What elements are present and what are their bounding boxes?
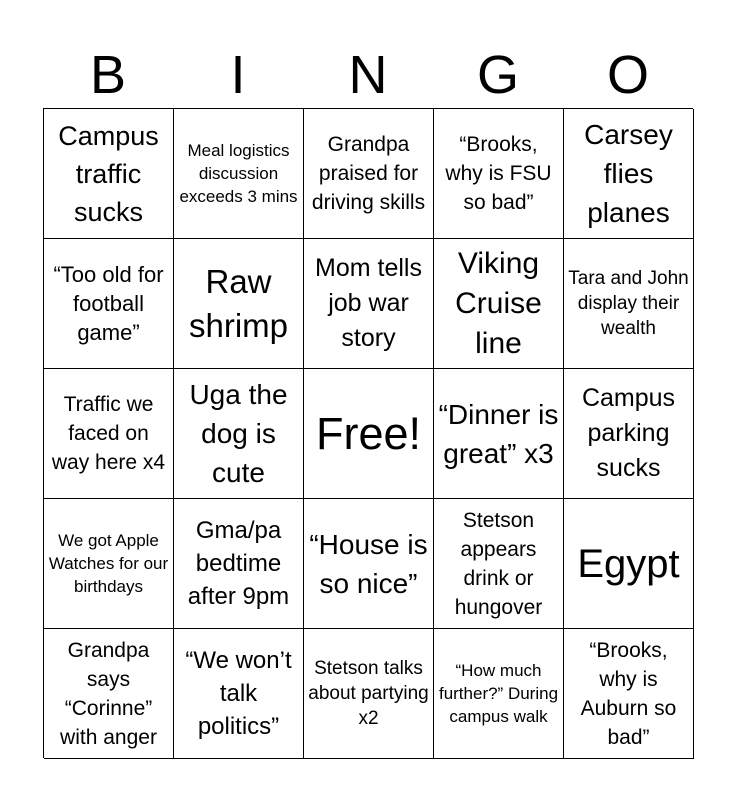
cell-text: Meal logistics discussion exceeds 3 mins <box>179 141 298 206</box>
bingo-cell[interactable] <box>304 629 434 759</box>
bingo-cell[interactable] <box>564 499 694 629</box>
bingo-cell[interactable] <box>564 629 694 759</box>
bingo-cell[interactable] <box>174 499 304 629</box>
cell-text: “House is so nice” <box>309 528 428 599</box>
bingo-cell[interactable] <box>434 369 564 499</box>
cell-text: Traffic we faced on way here x4 <box>51 393 166 474</box>
bingo-cell[interactable] <box>434 629 564 759</box>
cell-text: “Too old for football game” <box>53 262 164 345</box>
cell-text: Gma/pa bedtime after 9pm <box>187 517 290 610</box>
bingo-cell[interactable] <box>304 109 434 239</box>
cell-text: “How much further?” During campus walk <box>438 661 559 726</box>
cell-text: Mom tells job war story <box>315 254 422 352</box>
cell-text: “Brooks, why is FSU so bad” <box>445 133 552 214</box>
bingo-cell[interactable] <box>44 499 174 629</box>
cell-text: Stetson appears drink or hungover <box>454 508 543 619</box>
free-space-text: Free! <box>315 407 422 459</box>
bingo-board <box>43 108 693 758</box>
bingo-cell[interactable] <box>564 239 694 369</box>
header-letter-o: O <box>606 45 649 105</box>
cell-text: “We won’t talk politics” <box>185 647 292 740</box>
cell-text: Campus parking sucks <box>581 384 676 482</box>
bingo-cell[interactable] <box>174 109 304 239</box>
cell-text: Raw shrimp <box>188 262 289 344</box>
bingo-cell[interactable] <box>304 239 434 369</box>
header-letter-n: N <box>348 45 388 105</box>
cell-text: Viking Cruise line <box>455 246 542 360</box>
bingo-header <box>43 44 693 106</box>
bingo-cell[interactable] <box>434 239 564 369</box>
cell-text: Grandpa praised for driving skills <box>311 133 426 214</box>
bingo-cell[interactable] <box>564 369 694 499</box>
cell-text: “Dinner is great” x3 <box>438 398 559 469</box>
cell-text: Egypt <box>577 541 680 586</box>
cell-text: Uga the dog is cute <box>189 379 288 488</box>
cell-text: Campus traffic sucks <box>58 120 159 227</box>
cell-text: Grandpa says “Corinne” with anger <box>60 638 157 749</box>
free-space-cell[interactable] <box>304 369 434 499</box>
bingo-cell[interactable] <box>174 629 304 759</box>
cell-text: We got Apple Watches for our birthdays <box>48 531 169 596</box>
cell-text: Stetson talks about partying x2 <box>308 658 429 729</box>
bingo-cell[interactable] <box>44 629 174 759</box>
bingo-cell[interactable] <box>304 499 434 629</box>
bingo-cell[interactable] <box>44 109 174 239</box>
bingo-cell[interactable] <box>44 239 174 369</box>
cell-text: Tara and John display their wealth <box>568 268 689 339</box>
header-letter-i: I <box>230 45 246 105</box>
header-letter-b: B <box>89 45 127 105</box>
cell-text: Carsey flies planes <box>584 119 673 228</box>
bingo-cell[interactable] <box>174 239 304 369</box>
bingo-cell[interactable] <box>174 369 304 499</box>
bingo-cell[interactable] <box>44 369 174 499</box>
bingo-cell[interactable] <box>434 109 564 239</box>
cell-text: “Brooks, why is Auburn so bad” <box>580 638 677 749</box>
bingo-cell[interactable] <box>434 499 564 629</box>
bingo-cell[interactable] <box>564 109 694 239</box>
header-letter-g: G <box>476 45 519 105</box>
